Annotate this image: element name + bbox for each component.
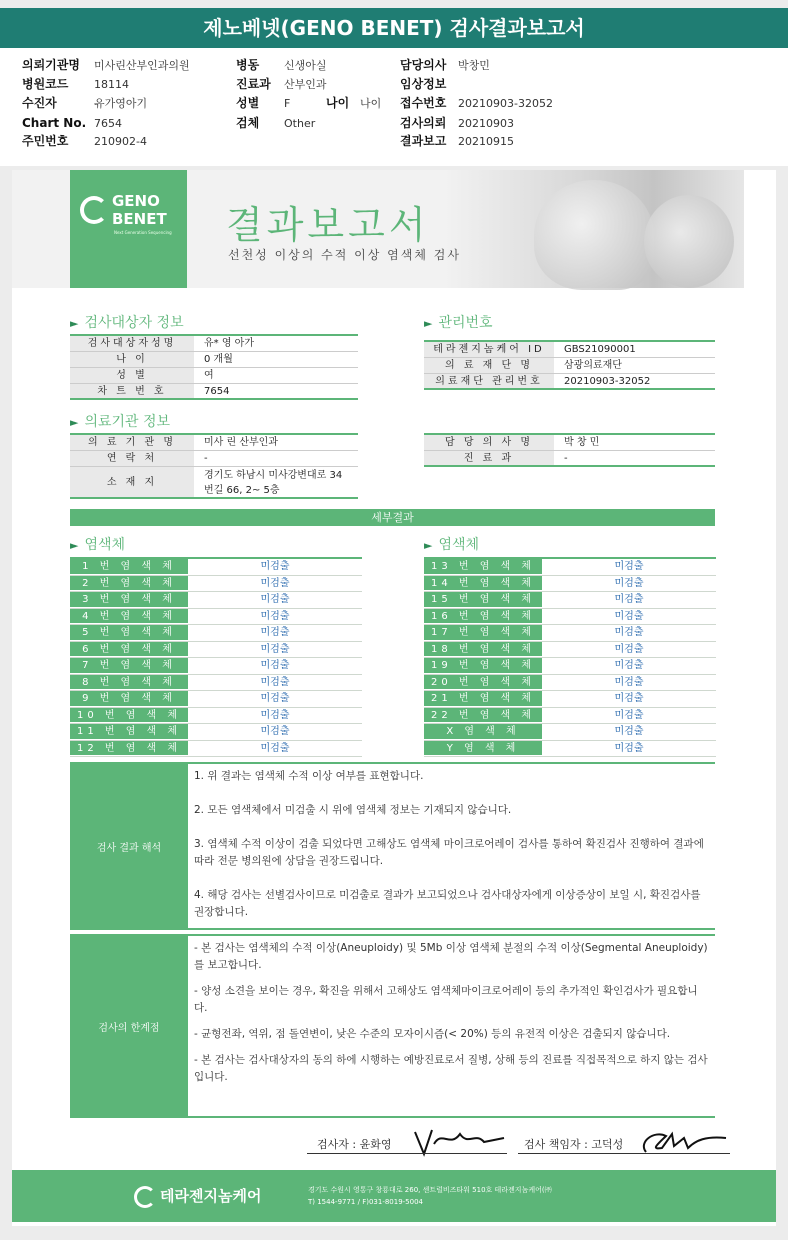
chromosome-label: 5 번 염 색 체 [70, 625, 188, 641]
header-field-label: 임상정보 [400, 77, 447, 91]
manage-heading: ► 관리번호 [424, 315, 493, 331]
header-field-value: 18114 [94, 78, 129, 91]
chromosome-row [424, 625, 716, 642]
info-row-label: 진 료 과 [424, 451, 554, 465]
chromosome-label: 13 번 염 색 체 [424, 559, 542, 575]
info-row-value: 여 [204, 370, 214, 381]
report-title: 제노베넷(GENO BENET) 검사결과보고서 [0, 8, 788, 48]
header-field-value: F [284, 97, 291, 110]
info-row-label: 의료재단 관리번호 [424, 374, 554, 388]
banner-title: 결과보고서 [226, 203, 430, 247]
info-row [424, 342, 715, 358]
chromosome-row [70, 609, 362, 626]
chromosome-result: 미검출 [614, 594, 644, 605]
header-field [236, 114, 315, 132]
info-row-value: 7654 [204, 386, 230, 397]
header-field-value: 산부인과 [284, 78, 327, 91]
arrow-icon: ► [424, 539, 433, 552]
header-field-label: 병동 [236, 58, 260, 72]
manager-signature-line [518, 1153, 730, 1154]
chromosome-row [70, 691, 362, 708]
info-row-value: 경기도 하남시 미사강변대로 34 번길 66, 2~ 5층 [204, 470, 343, 496]
chromosome-label: 11 번 염 색 체 [70, 724, 188, 740]
note-paragraph: - 본 검사는 검사대상자의 동의 하에 시행하는 예방진료로서 질병, 상해 등의 진료를 직접목적으로 하지 않는 검사입니다. [194, 1054, 708, 1083]
info-row [70, 352, 358, 368]
chromosome-label: 1 번 염 색 체 [70, 559, 188, 575]
detail-result-bar: 세부결과 [70, 509, 715, 526]
header-field-value: 7654 [94, 117, 122, 130]
header-field [236, 94, 290, 112]
chromosome-result: 미검출 [260, 594, 290, 605]
header-field-value: 20210903 [458, 117, 514, 130]
chromosome-row [70, 559, 362, 576]
header-field [400, 132, 514, 150]
chromosome-row [70, 708, 362, 725]
header-field-value: 박창민 [458, 59, 490, 72]
info-row-label: 차 트 번 호 [70, 384, 194, 398]
chromosome-label: 9 번 염 색 체 [70, 691, 188, 707]
info-row [70, 451, 358, 467]
chromosome-label: Y 염 색 체 [424, 741, 542, 757]
info-row-value: GBS21090001 [564, 344, 636, 355]
chromosome-result: 미검출 [614, 660, 644, 671]
note-paragraph: - 본 검사는 염색체의 수적 이상(Aneuploidy) 및 5Mb 이상 염색체 분절의 수적 이상(Segmental Aneuploidy)를 보고합니다. [194, 942, 708, 971]
baby-foot-image [534, 180, 654, 290]
chromosome-label: 6 번 염 색 체 [70, 642, 188, 658]
manager-signature-label: 검사 책임자 : 고덕성 [524, 1138, 624, 1151]
chromosome-label: 10 번 염 색 체 [70, 708, 188, 724]
footer [12, 1170, 776, 1222]
chromosome-row [424, 658, 716, 675]
chromosome-result: 미검출 [260, 643, 290, 655]
info-row [424, 358, 715, 374]
chromosome-result: 미검출 [260, 577, 290, 589]
chromosome-label: 19 번 염 색 체 [424, 658, 542, 674]
chromosome-table-left [70, 557, 362, 757]
header-field-label: 접수번호 [400, 96, 447, 110]
header-field-value: 나이 [360, 97, 382, 110]
header-field-value: 유가영아기 [94, 97, 148, 110]
info-row-label: 테라젠지놈케어 ID [424, 342, 554, 357]
header-field-label: 검체 [236, 116, 260, 130]
limitation-body [188, 936, 715, 1116]
note-paragraph: 1. 위 결과는 염색체 수적 이상 여부를 표현합니다. [194, 770, 424, 782]
header-field-label: Chart No. [22, 116, 87, 130]
chromosome-row [70, 642, 362, 659]
chromosome-label: 16 번 염 색 체 [424, 609, 542, 625]
chromosome-row [424, 675, 716, 692]
chromosome-row [424, 724, 716, 741]
header-field-label: 나이 [326, 96, 350, 110]
header-field [400, 114, 514, 132]
header-field [400, 94, 553, 112]
logo-line1: GENO [112, 192, 160, 210]
chromosome-row [424, 642, 716, 659]
header-field [400, 75, 458, 93]
doctor-table [424, 433, 715, 467]
chromosome-result: 미검출 [614, 676, 644, 688]
info-row [424, 451, 715, 467]
chromosome-result: 미검출 [614, 627, 644, 638]
info-row-label: 나 이 [70, 352, 194, 367]
baby-foot-image [644, 195, 734, 288]
info-row [70, 435, 358, 451]
tester-signature-line [307, 1153, 507, 1154]
info-row [70, 368, 358, 384]
logo-icon [134, 1186, 156, 1208]
chromosome-label: 20 번 염 색 체 [424, 675, 542, 691]
limitation-block [70, 934, 715, 1118]
note-paragraph: 3. 염색체 수적 이상이 검출 되었다면 고해상도 염색체 마이크로어레이 검사를 통하여 확진검사 진행하여 결과에 따라 전문 병의원에 상담을 권장드립니다. [194, 838, 704, 867]
header-field-value: 20210903-32052 [458, 97, 553, 110]
logo-line2: BENET [112, 210, 167, 228]
chromosome-result: 미검출 [260, 693, 290, 704]
chromosome-row [424, 576, 716, 593]
header-field-label: 수진자 [22, 96, 57, 110]
chromosome-label: 12 번 염 색 체 [70, 741, 188, 757]
chromosome-label: 7 번 염 색 체 [70, 658, 188, 674]
chromosome-result: 미검출 [260, 726, 290, 737]
header-field [22, 114, 122, 132]
info-row-label: 담 당 의 사 명 [424, 435, 554, 450]
chromosome-row [424, 592, 716, 609]
header-field [326, 94, 381, 112]
header-field-value: 210902-4 [94, 135, 147, 148]
header-field-value: 신생아실 [284, 59, 327, 72]
info-row-label: 소 재 지 [70, 467, 194, 497]
info-row-label: 성 별 [70, 368, 194, 383]
note-paragraph: - 균형전좌, 역위, 점 돌연변이, 낮은 수준의 모자이시즘(< 20%) 등의 유전적 이상은 검출되지 않습니다. [194, 1028, 671, 1040]
chromosome-result: 미검출 [614, 561, 644, 572]
info-row-value: 미사 린 산부인과 [204, 437, 278, 448]
chromosome-result: 미검출 [614, 643, 644, 655]
banner-photo [444, 170, 744, 288]
chromosome-row [70, 576, 362, 593]
header-field-label: 결과보고 [400, 134, 447, 148]
chromosome-label: 8 번 염 색 체 [70, 675, 188, 691]
geno-benet-logo [70, 170, 187, 288]
chromosome-result: 미검출 [260, 709, 290, 721]
chromosome-row [70, 658, 362, 675]
logo-icon [80, 196, 108, 224]
info-row-label: 검사대상자성명 [70, 336, 194, 351]
info-row-value: - [204, 453, 208, 464]
info-row-label: 의 료 재 단 명 [424, 358, 554, 373]
info-row-label: 연 락 처 [70, 451, 194, 466]
chromosome-result: 미검출 [614, 577, 644, 589]
chromosome-table-right [424, 557, 716, 757]
header-field-label: 검사의뢰 [400, 116, 447, 130]
chromosome-label: 17 번 염 색 체 [424, 625, 542, 641]
chromosome-label: 2 번 염 색 체 [70, 576, 188, 592]
institution-heading: ► 의료기관 정보 [70, 414, 171, 430]
chromosome-result: 미검출 [260, 676, 290, 688]
institution-table [70, 433, 358, 499]
interpretation-block [70, 762, 715, 930]
info-row-value: 삼광의료재단 [564, 360, 622, 371]
header-field-label: 진료과 [236, 77, 271, 91]
chromosome-label: 3 번 염 색 체 [70, 592, 188, 608]
note-paragraph: 2. 모든 염색체에서 미검출 시 위에 염색체 정보는 기재되지 않습니다. [194, 804, 512, 816]
interpretation-label: 검사 결과 해석 [70, 764, 188, 928]
chrom-heading-left: ► 염색체 [70, 537, 126, 553]
header-field [22, 94, 147, 112]
chromosome-label: 15 번 염 색 체 [424, 592, 542, 608]
header-info [0, 48, 788, 166]
header-field-value: 20210915 [458, 135, 514, 148]
info-row-value: 박 창 민 [564, 437, 600, 448]
footer-logo: 테라젠지놈케어 [134, 1185, 261, 1208]
arrow-icon: ► [70, 416, 79, 429]
info-row-label: 의 료 기 관 명 [70, 435, 194, 450]
chromosome-row [70, 675, 362, 692]
chromosome-result: 미검출 [614, 709, 644, 721]
chromosome-row [70, 724, 362, 741]
info-row [70, 336, 358, 352]
header-field [22, 75, 129, 93]
chromosome-result: 미검출 [614, 610, 644, 622]
info-row [424, 435, 715, 451]
info-row [70, 384, 358, 400]
header-field-value: 미사린산부인과의원 [94, 59, 190, 72]
chromosome-label: 21 번 염 색 체 [424, 691, 542, 707]
subject-table [70, 334, 358, 400]
logo-sub: Next Generation Sequencing [114, 230, 172, 235]
chromosome-result: 미검출 [614, 742, 644, 754]
subject-heading: ► 검사대상자 정보 [70, 315, 184, 331]
header-field-label: 주민번호 [22, 134, 69, 148]
info-row [70, 467, 358, 499]
banner [12, 170, 744, 288]
chromosome-row [424, 559, 716, 576]
info-row-value: 유* 영 아가 [204, 338, 254, 349]
limitation-label: 검사의 한계점 [70, 936, 188, 1116]
chromosome-result: 미검출 [260, 742, 290, 754]
info-row [424, 374, 715, 390]
chromosome-row [70, 741, 362, 758]
chromosome-label: 4 번 염 색 체 [70, 609, 188, 625]
chromosome-result: 미검출 [260, 627, 290, 638]
chromosome-result: 미검출 [260, 561, 290, 572]
chromosome-row [424, 708, 716, 725]
chromosome-row [70, 592, 362, 609]
info-row-value: 20210903-32052 [564, 376, 651, 387]
header-field-label: 성별 [236, 96, 260, 110]
header-field [236, 56, 327, 74]
header-field-label: 병원코드 [22, 77, 69, 91]
header-field [400, 56, 490, 74]
chromosome-row [70, 625, 362, 642]
info-row-value: 0 개월 [204, 354, 233, 365]
chromosome-row [424, 741, 716, 758]
header-field [22, 132, 147, 150]
chromosome-label: 22 번 염 색 체 [424, 708, 542, 724]
chrom-heading-right: ► 염색체 [424, 537, 480, 553]
header-field-value: Other [284, 117, 316, 130]
note-paragraph: - 양성 소견을 보이는 경우, 확진을 위해서 고해상도 염색체마이크로어레이 등의 추가적인 확인검사가 필요합니다. [194, 985, 698, 1014]
header-field-label: 담당의사 [400, 58, 447, 72]
chromosome-label: X 염 색 체 [424, 724, 542, 740]
arrow-icon: ► [70, 539, 79, 552]
banner-subtitle: 선천성 이상의 수적 이상 염색체 검사 [228, 248, 461, 262]
chromosome-result: 미검출 [614, 693, 644, 704]
info-row-value: - [564, 453, 568, 464]
tester-signature-label: 검사자 : 윤화영 [317, 1138, 392, 1151]
manage-table [424, 340, 715, 390]
arrow-icon: ► [70, 317, 79, 330]
header-field [22, 56, 190, 74]
header-field [236, 75, 327, 93]
chromosome-result: 미검출 [614, 726, 644, 737]
header-field-label: 의뢰기관명 [22, 58, 80, 72]
arrow-icon: ► [424, 317, 433, 330]
report-page [12, 170, 776, 1226]
chromosome-label: 14 번 염 색 체 [424, 576, 542, 592]
chromosome-label: 18 번 염 색 체 [424, 642, 542, 658]
note-paragraph: 4. 해당 검사는 선별검사이므로 미검출로 결과가 보고되었으나 검사대상자에게 이상증상이 보일 시, 확진검사를 권장합니다. [194, 889, 701, 918]
chromosome-row [424, 609, 716, 626]
chromosome-result: 미검출 [260, 660, 290, 671]
chromosome-result: 미검출 [260, 610, 290, 622]
footer-address: 경기도 수원시 영통구 창룡대로 260, 센트럴비즈타워 510호 테라젠지놈케어(㈜ T) 1544-9771 / F)031-8019-5004 [308, 1186, 552, 1206]
chromosome-row [424, 691, 716, 708]
interpretation-body [188, 764, 715, 928]
